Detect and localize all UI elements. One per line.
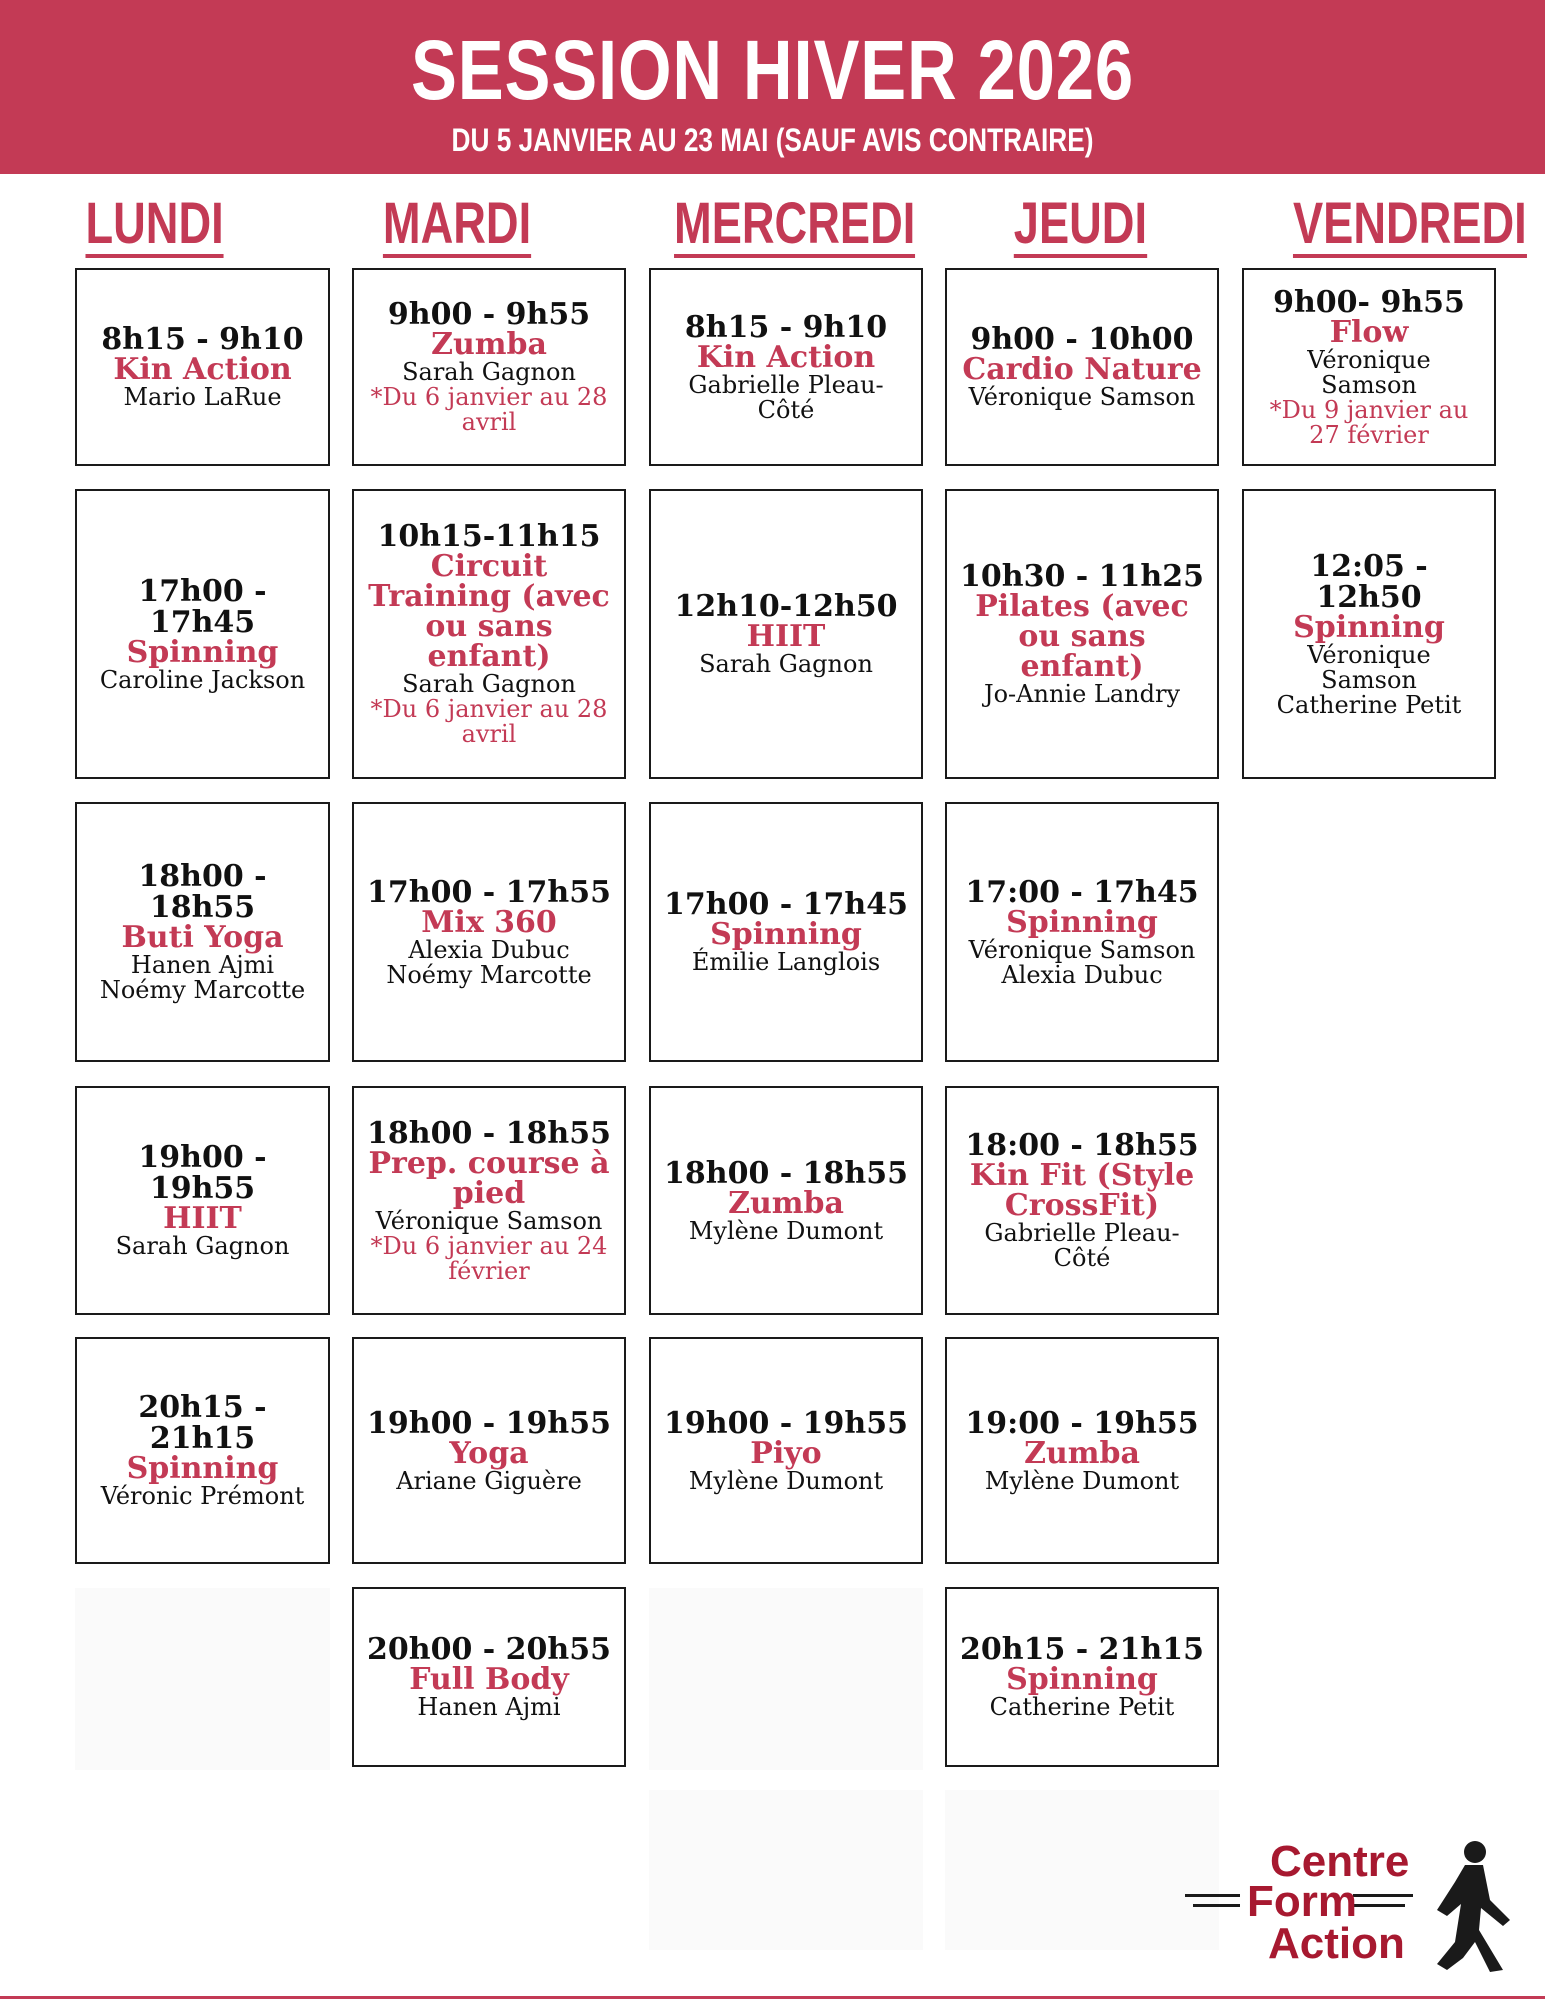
class-card-jeudi (945, 802, 1219, 1062)
class-name: HIIT (746, 619, 826, 654)
class-card-jeudi (945, 1337, 1219, 1564)
date-range-note: *Du 6 janvier au 28 avril (370, 383, 608, 436)
instructor-name: Gabrielle Pleau-Côté (984, 1219, 1180, 1272)
class-name: Kin Action (696, 339, 876, 375)
day-header-jeudi: JEUDI (1013, 191, 1147, 256)
class-card-lundi (75, 1337, 330, 1564)
date-range-note: *Du 9 janvier au 27 février (1269, 395, 1469, 449)
class-card-jeudi (945, 489, 1219, 779)
class-name: Buti Yoga (121, 920, 284, 955)
class-card-mercredi (649, 1086, 923, 1315)
class-time: 19h00 - 19h55 (367, 1405, 611, 1441)
instructor-name: Mylène Dumont (688, 1216, 884, 1245)
instructor-name: Sarah Gagnon (115, 1232, 290, 1260)
class-time: 9h00- 9h55 (1273, 284, 1465, 320)
class-time: 17h00 - 17h55 (367, 874, 611, 910)
class-time: 20h00 - 20h55 (367, 1632, 611, 1667)
class-time: 20h15 - 21h15 (138, 1390, 267, 1456)
session-title: SESSION HIVER 2026 (410, 23, 1135, 117)
instructor-name: Véronique Samson (1307, 640, 1431, 694)
instructor-name: Ariane Giguère (396, 1466, 582, 1495)
instructor-name: Mylène Dumont (688, 1466, 884, 1495)
instructor-name: Catherine Petit (1276, 690, 1462, 719)
class-time: 19:00 - 19h55 (965, 1405, 1199, 1441)
instructor-name: Jo-Annie Landry (983, 680, 1181, 708)
instructor-name: Gabrielle Pleau-Côté (688, 370, 884, 424)
class-name: Mix 360 (421, 904, 557, 940)
class-card-mercredi (649, 802, 923, 1062)
class-card-mardi (352, 489, 626, 779)
class-time: 12h10-12h50 (674, 589, 898, 624)
class-name: Piyo (750, 1435, 822, 1471)
class-card-vendredi (1242, 268, 1496, 466)
class-card-mardi (352, 1587, 626, 1767)
class-name: Spinning (1293, 609, 1445, 645)
instructor-name: Émilie Langlois (691, 948, 881, 976)
class-time: 18h00 - 18h55 (367, 1115, 611, 1151)
instructor-name: Véronique Samson (375, 1206, 603, 1235)
class-card-vendredi (1242, 489, 1496, 779)
instructor-name: Véronique Samson (1307, 345, 1431, 399)
class-time: 12:05 - 12h50 (1310, 548, 1428, 615)
instructor-name: Mylène Dumont (984, 1466, 1180, 1495)
class-name: Spinning (126, 1451, 279, 1486)
instructor-name: Véronique Samson (968, 935, 1196, 964)
instructor-name: Véronique Samson (968, 383, 1196, 411)
class-card-mardi (352, 1086, 626, 1315)
logo-word-centre: Centre (1270, 1837, 1410, 1886)
class-card-mercredi (649, 489, 923, 779)
class-time: 17:00 - 17h45 (965, 874, 1199, 910)
empty-slot (945, 1790, 1219, 1950)
instructor-name: Hanen Ajmi (130, 951, 275, 979)
class-name: Cardio Nature (962, 352, 1202, 387)
instructor-name: Noémy Marcotte (99, 976, 306, 1004)
day-header-lundi: LUNDI (85, 191, 225, 256)
class-card-lundi (75, 268, 330, 466)
class-card-lundi (75, 1086, 330, 1315)
class-name: Zumba (728, 1185, 844, 1221)
empty-slot (649, 1588, 923, 1770)
class-name: Kin Action (113, 352, 292, 387)
class-time: 19h00 - 19h55 (138, 1140, 267, 1206)
class-name: Zumba (1024, 1435, 1140, 1471)
date-range-note: *Du 6 janvier au 28 avril (370, 695, 608, 748)
logo-word-form: Form (1247, 1877, 1357, 1926)
instructor-name: Sarah Gagnon (699, 650, 873, 678)
class-card-jeudi (945, 1587, 1219, 1767)
class-name: Flow (1329, 314, 1409, 350)
day-header-mardi: MARDI (382, 191, 532, 256)
class-time: 10h15-11h15 (377, 519, 601, 554)
instructor-name: Véronic Prémont (100, 1482, 305, 1510)
logo-word-action: Action (1268, 1919, 1405, 1968)
class-name: Spinning (1006, 904, 1158, 940)
session-header (0, 0, 1545, 174)
class-name: Spinning (1006, 1662, 1158, 1697)
session-dates: DU 5 JANVIER AU 23 MAI (SAUF AVIS CONTRAIRE) (451, 122, 1094, 158)
class-time: 8h15 - 9h10 (101, 322, 304, 357)
class-name: HIIT (163, 1201, 242, 1236)
class-card-mercredi (649, 268, 923, 466)
day-header-mercredi: MERCREDI (674, 191, 916, 256)
class-time: 17h00 - 17h45 (664, 887, 908, 922)
class-time: 18h00 - 18h55 (664, 1155, 908, 1191)
class-card-mardi (352, 1337, 626, 1564)
instructor-name: Mario LaRue (123, 383, 282, 411)
class-time: 9h00 - 10h00 (970, 322, 1194, 357)
class-name: Yoga (449, 1435, 529, 1471)
empty-slot (649, 1790, 923, 1950)
class-card-jeudi (945, 1086, 1219, 1315)
class-time: 17h00 - 17h45 (138, 573, 267, 640)
instructor-name: Noémy Marcotte (386, 960, 592, 989)
class-time: 20h15 - 21h15 (960, 1632, 1204, 1667)
class-card-lundi (75, 489, 330, 779)
date-range-note: *Du 6 janvier au 24 février (370, 1231, 608, 1285)
day-header-vendredi: VENDREDI (1292, 191, 1527, 256)
class-card-mardi (352, 268, 626, 466)
instructor-name: Caroline Jackson (99, 665, 306, 694)
class-name: Zumba (431, 327, 547, 362)
empty-slot (75, 1588, 330, 1770)
class-card-lundi (75, 802, 330, 1062)
class-time: 18h00 - 18h55 (138, 859, 267, 925)
class-card-mardi (352, 802, 626, 1062)
instructor-name: Hanen Ajmi (417, 1693, 561, 1721)
class-name: Pilates (avec ou sans enfant) (975, 589, 1189, 684)
class-time: 8h15 - 9h10 (684, 309, 888, 345)
class-name: Prep. course à pied (368, 1145, 610, 1211)
centre-form-action-logo (1185, 1838, 1515, 1978)
class-name: Circuit Training (avec ou sans enfant) (368, 549, 610, 674)
instructor-name: Alexia Dubuc (408, 935, 570, 964)
instructor-name: Sarah Gagnon (402, 358, 576, 386)
class-name: Spinning (126, 634, 279, 670)
instructor-name: Alexia Dubuc (1001, 960, 1163, 989)
class-card-mercredi (649, 1337, 923, 1564)
instructor-name: Sarah Gagnon (402, 670, 576, 698)
instructor-name: Catherine Petit (989, 1693, 1175, 1721)
class-name: Spinning (710, 917, 862, 952)
class-time: 9h00 - 9h55 (387, 297, 591, 332)
class-name: Full Body (409, 1662, 569, 1697)
class-time: 19h00 - 19h55 (664, 1405, 908, 1441)
class-time: 18:00 - 18h55 (965, 1128, 1199, 1163)
class-name: Kin Fit (Style CrossFit) (969, 1158, 1195, 1223)
class-card-jeudi (945, 268, 1219, 466)
class-time: 10h30 - 11h25 (960, 559, 1204, 594)
